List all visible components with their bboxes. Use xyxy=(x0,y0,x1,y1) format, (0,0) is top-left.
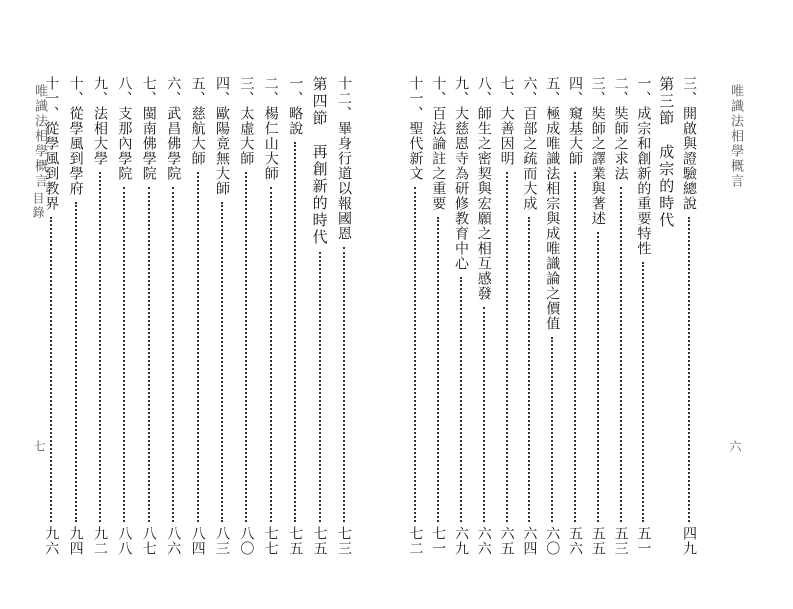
toc-entry xyxy=(65,76,87,556)
dot-leader xyxy=(172,187,174,522)
dot-leader xyxy=(528,217,530,522)
toc-entry xyxy=(284,76,306,556)
toc-entry xyxy=(632,76,654,556)
entry-page-number: 八七 xyxy=(140,526,157,556)
entry-title: 七、大善因明 xyxy=(498,76,515,166)
toc-entry xyxy=(260,76,282,556)
dot-leader xyxy=(319,252,321,522)
entry-page-number: 九二 xyxy=(92,526,108,556)
left-running-title: 唯識法相學概言 xyxy=(32,84,47,189)
entry-page-number: 五三 xyxy=(612,526,629,556)
toc-entry xyxy=(450,76,472,556)
toc-entry xyxy=(113,76,135,556)
toc-entry xyxy=(89,76,111,556)
entry-page-number: 八三 xyxy=(214,526,230,556)
toc-entry xyxy=(187,76,209,556)
entry-page-number: 七三 xyxy=(336,526,352,556)
dot-leader xyxy=(221,202,223,522)
entry-title: 六、百部之疏而大成 xyxy=(521,76,538,211)
dot-leader xyxy=(597,232,599,522)
toc-entry xyxy=(235,76,257,556)
section-title: 第三節 成宗的時代 xyxy=(657,76,676,229)
toc-entry xyxy=(333,76,355,556)
entry-title: 十二、畢身行道以報國恩 xyxy=(336,76,352,241)
entry-page-number: 八八 xyxy=(116,526,133,556)
right-page-number: 六 xyxy=(728,440,742,452)
dot-leader xyxy=(506,172,508,522)
entry-title: 一、成宗和創新的重要特性 xyxy=(635,76,652,256)
dot-leader xyxy=(551,337,553,522)
dot-leader xyxy=(343,247,345,522)
entry-title: 九、大慈恩寺為研修教育中心 xyxy=(453,76,469,271)
entry-page-number: 五五 xyxy=(589,526,606,556)
entry-page-number: 六九 xyxy=(453,526,469,556)
dot-leader xyxy=(270,187,272,522)
toc-entry xyxy=(541,76,563,556)
entry-title: 三、太虛大師 xyxy=(238,76,255,166)
toc-entry xyxy=(564,76,586,556)
toc-entry xyxy=(138,76,160,556)
entry-title: 四、歐陽竟無大師 xyxy=(214,76,230,196)
entry-title: 四、窺基大師 xyxy=(567,76,583,166)
dot-leader xyxy=(245,172,247,522)
entry-title: 六、武昌佛學院 xyxy=(165,76,182,181)
dot-leader xyxy=(99,172,101,522)
dot-leader xyxy=(294,142,296,522)
toc-entry xyxy=(518,76,540,556)
dot-leader xyxy=(197,172,199,522)
left-running-section: 目錄 xyxy=(31,192,45,220)
section-title: 第四節 再創新的時代 xyxy=(310,76,329,246)
toc-entry xyxy=(610,76,632,556)
dot-leader xyxy=(620,187,622,522)
dot-leader xyxy=(642,262,644,522)
toc-entry xyxy=(473,76,495,556)
entry-title: 十一、聖代新文 xyxy=(407,76,424,181)
entry-title: 二、楊仁山大師 xyxy=(262,76,279,181)
dot-leader xyxy=(460,277,462,522)
left-page-number: 七 xyxy=(32,440,46,452)
entry-title: 十、百法論註之重要 xyxy=(430,76,447,211)
entry-title: 二、奘師之求法 xyxy=(612,76,629,181)
dot-leader xyxy=(50,217,52,522)
entry-title: 九、法相大學 xyxy=(92,76,108,166)
entry-page-number: 六〇 xyxy=(544,526,561,556)
dot-leader xyxy=(123,187,125,522)
entry-page-number: 七七 xyxy=(262,526,279,556)
toc-section-heading xyxy=(655,76,677,556)
toc-entry xyxy=(404,76,426,556)
right-page xyxy=(396,0,793,609)
toc-entry xyxy=(427,76,449,556)
toc-entry xyxy=(40,76,62,556)
entry-page-number: 八四 xyxy=(189,526,206,556)
toc-entry xyxy=(587,76,609,556)
toc-section-heading xyxy=(309,76,331,556)
toc-entry xyxy=(162,76,184,556)
entry-title: 三、開啟與證驗總說 xyxy=(681,76,697,211)
entry-page-number: 八〇 xyxy=(238,526,255,556)
entry-page-number: 六五 xyxy=(498,526,515,556)
toc-entry xyxy=(496,76,518,556)
left-page xyxy=(0,0,396,609)
entry-title: 三、奘師之譯業與著述 xyxy=(589,76,606,226)
entry-title: 一、略說 xyxy=(287,76,304,136)
entry-page-number: 九六 xyxy=(43,526,60,556)
entry-title: 七、閩南佛學院 xyxy=(140,76,157,181)
entry-title: 八、支那內學院 xyxy=(116,76,133,181)
entry-page-number: 七五 xyxy=(287,526,304,556)
toc-entry xyxy=(678,76,700,556)
entry-page-number: 七一 xyxy=(430,526,447,556)
entry-page-number: 五一 xyxy=(635,526,652,556)
entry-page-number: 六四 xyxy=(521,526,538,556)
entry-page-number: 四九 xyxy=(681,526,697,556)
entry-page-number: 八六 xyxy=(165,526,182,556)
dot-leader xyxy=(414,187,416,522)
right-running-title: 唯識法相學概言 xyxy=(728,84,743,189)
entry-title: 五、慈航大師 xyxy=(189,76,206,166)
entry-page-number: 九四 xyxy=(67,526,84,556)
entry-page-number: 六六 xyxy=(475,526,492,556)
dot-leader xyxy=(437,217,439,522)
toc-entry xyxy=(211,76,233,556)
entry-title: 十、從學風到學府 xyxy=(67,76,84,196)
dot-leader xyxy=(148,187,150,522)
dot-leader xyxy=(688,217,690,522)
entry-page-number: 五六 xyxy=(567,526,583,556)
entry-title: 八、師生之密契與宏願之相互感發 xyxy=(475,76,492,301)
dot-leader xyxy=(75,202,77,522)
entry-title: 十一、從學風到教界 xyxy=(43,76,60,211)
entry-page-number: 七五 xyxy=(311,526,328,556)
entry-page-number: 七二 xyxy=(407,526,424,556)
dot-leader xyxy=(574,172,576,522)
entry-title: 五、極成唯識法相宗與成唯識論之價值 xyxy=(544,76,561,331)
dot-leader xyxy=(483,307,485,522)
